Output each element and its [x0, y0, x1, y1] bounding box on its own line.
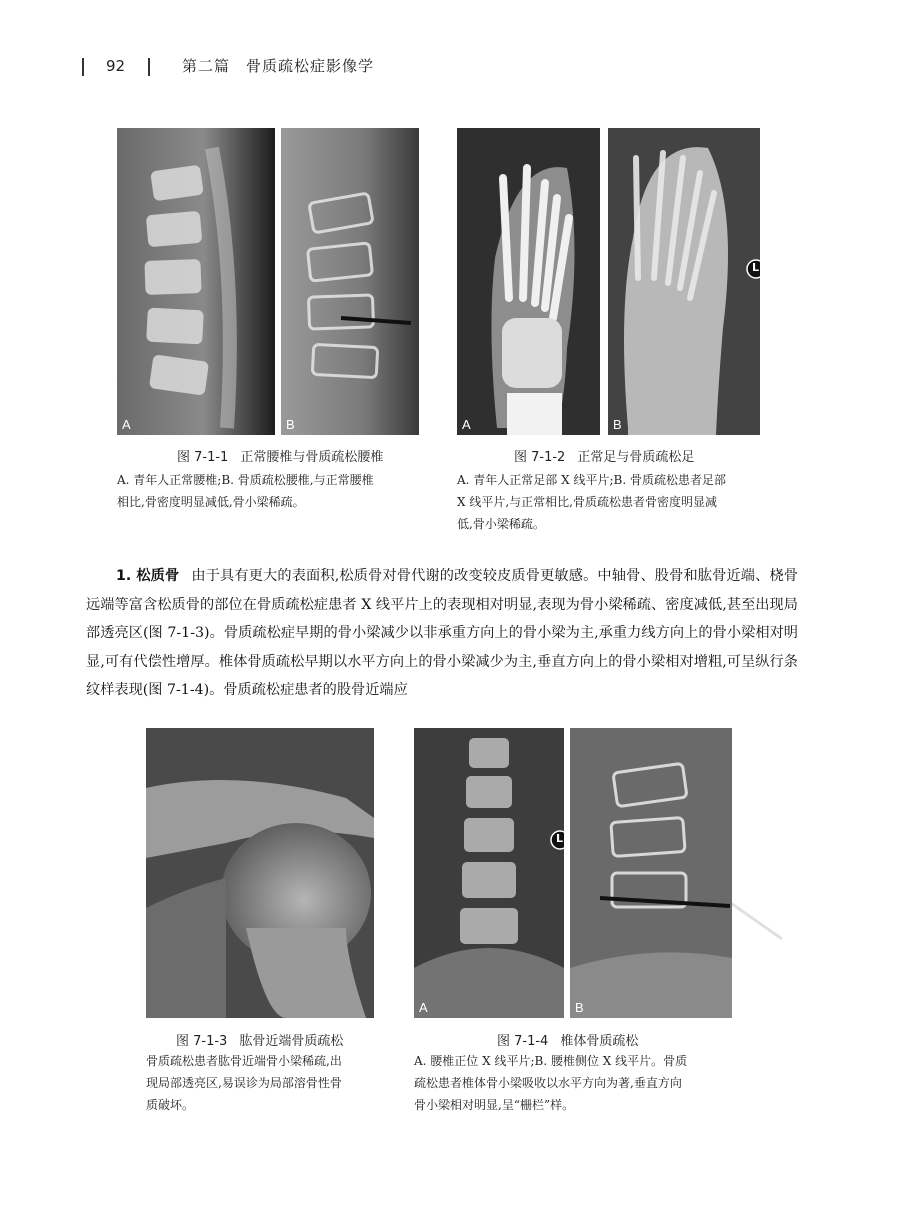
- description-line: 疏松患者椎体骨小梁吸收以水平方向为著,垂直方向: [414, 1076, 682, 1090]
- figure-number: 图 7-1-4: [497, 1034, 549, 1049]
- lumbar-lateral-xray-image: [570, 728, 732, 1018]
- figure-7-1-2-caption: [514, 446, 694, 465]
- description-line: 质破坏。: [146, 1098, 195, 1112]
- lumbar-ap-xray-image: [414, 728, 564, 1018]
- normal-foot-xray-image: [457, 128, 600, 435]
- description-line: 骨小梁相对明显,呈“栅栏”样。: [414, 1098, 575, 1112]
- figure-7-1-2-description: [457, 469, 767, 535]
- figure-7-1-1-panel-a: [117, 128, 275, 435]
- description-line: 骨质疏松患者肱骨近端骨小梁稀疏,出: [146, 1054, 342, 1068]
- figure-title: 正常足与骨质疏松足: [577, 450, 695, 465]
- description-line: A. 青年人正常腰椎;B. 骨质疏松腰椎,与正常腰椎: [117, 473, 374, 487]
- osteoporotic-foot-xray-image: [608, 128, 760, 435]
- description-line: 相比,骨密度明显减低,骨小梁稀疏。: [117, 495, 305, 509]
- header-bar-right: [148, 58, 150, 76]
- paragraph-heading: 1. 松质骨: [116, 568, 180, 584]
- description-line: 现局部透亮区,易误诊为局部溶骨性骨: [146, 1076, 342, 1090]
- body-paragraph: [86, 562, 798, 705]
- figure-number: 图 7-1-1: [177, 450, 229, 465]
- section-title: 第二篇 骨质疏松症影像学: [182, 57, 375, 75]
- panel-label-a: A: [419, 1000, 428, 1015]
- proximal-humerus-xray-image: [146, 728, 374, 1018]
- panel-label-b: B: [286, 417, 295, 432]
- figure-7-1-2-panel-a: [457, 128, 600, 435]
- figure-title: 椎体骨质疏松: [560, 1034, 639, 1049]
- figure-7-1-1-description: [117, 469, 427, 513]
- figure-7-1-1-caption: [177, 446, 383, 465]
- page-header: [82, 56, 782, 78]
- figure-number: 图 7-1-3: [176, 1034, 228, 1049]
- figure-7-1-1-panel-b: [281, 128, 419, 435]
- figure-7-1-3-description: [146, 1050, 386, 1116]
- figure-7-1-4-description: [414, 1050, 744, 1116]
- figure-7-1-3-caption: [176, 1030, 343, 1049]
- description-line: 低,骨小梁稀疏。: [457, 517, 545, 531]
- paragraph-text: 由于具有更大的表面积,松质骨对骨代谢的改变较皮质骨更敏感。中轴骨、股骨和肱骨近端、桡骨远端等富含松质骨的部位在骨质疏松症患者 X 线平片上的表现相对明显,表现为骨小梁稀疏、密度减低,甚至出现局部透亮区(图 7-1-3)。骨质疏松症早期的骨小梁减少以非承重方向上的骨小梁为主,承重力线方向上的骨小梁相对明显,可有代偿性增厚。椎体骨质疏松早期以水平方向上的骨小梁减少为主,垂直方向上的骨小梁相对增粗,可呈纵行条纹样表现(图 7-1-4)。骨质疏松症患者的股骨近端应: [86, 568, 798, 698]
- figure-7-1-4-panel-b: [570, 728, 732, 1018]
- figure-7-1-4-caption: [497, 1030, 638, 1049]
- osteoporotic-spine-xray-image: [281, 128, 419, 435]
- figure-title: 肱骨近端骨质疏松: [239, 1034, 344, 1049]
- description-line: A. 青年人正常足部 X 线平片;B. 骨质疏松患者足部: [457, 473, 726, 487]
- figure-7-1-4-panel-a: [414, 728, 564, 1018]
- figure-7-1-2-panel-b: [608, 128, 760, 435]
- panel-label-b: B: [613, 417, 622, 432]
- panel-label-a: A: [122, 417, 131, 432]
- header-bar-left: [82, 58, 84, 76]
- description-line: X 线平片,与正常相比,骨质疏松患者骨密度明显减: [457, 495, 717, 509]
- page-number: 92: [106, 57, 126, 75]
- description-line: A. 腰椎正位 X 线平片;B. 腰椎侧位 X 线平片。骨质: [414, 1054, 688, 1068]
- figure-7-1-3-image: [146, 728, 374, 1018]
- figure-title: 正常腰椎与骨质疏松腰椎: [240, 450, 384, 465]
- lumbar-spine-xray-image: [117, 128, 275, 435]
- panel-label-a: A: [462, 417, 471, 432]
- panel-label-b: B: [575, 1000, 584, 1015]
- side-marker-l: L: [556, 832, 564, 845]
- figure-number: 图 7-1-2: [514, 450, 566, 465]
- side-marker-l: L: [752, 261, 760, 274]
